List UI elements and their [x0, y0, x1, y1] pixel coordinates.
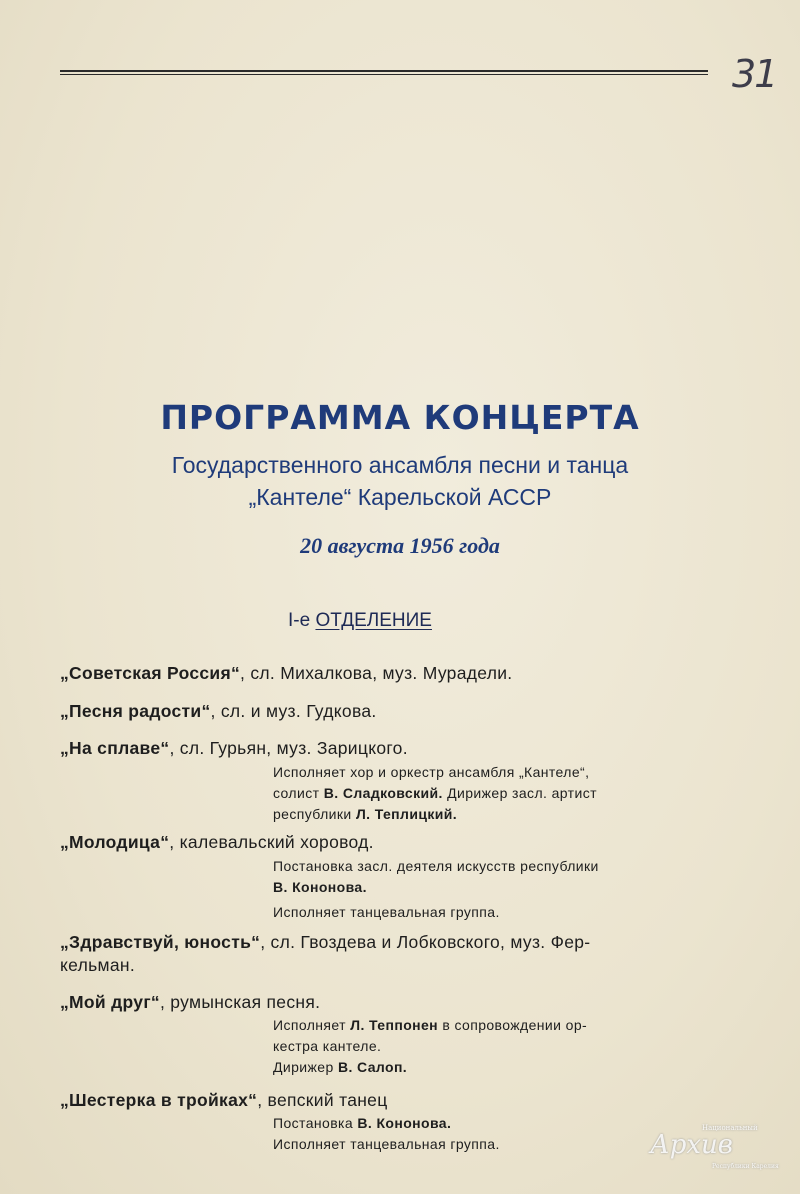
section-prefix: I-е: [288, 610, 311, 631]
conductor-name: Л. Теплицкий.: [355, 806, 458, 822]
program-item: [60, 700, 720, 723]
item-details: [273, 1113, 708, 1155]
item-credits: , калевальский хоровод.: [169, 832, 374, 852]
ensemble-name: „Кантеле“ Карельской АССР: [248, 484, 552, 510]
item-credits-cont: кельман.: [60, 955, 136, 975]
handwritten-page-number: 31: [732, 52, 777, 96]
item-title: „На сплаве“: [60, 738, 170, 758]
item-credits: , сл. и муз. Гудкова.: [210, 701, 377, 721]
item-title: „Шестерка в тройках“: [60, 1090, 258, 1110]
program-item: [60, 831, 720, 854]
detail-line: Постановка В. Кононова.: [273, 1115, 452, 1131]
detail-line: Исполняет Л. Теппонен в сопровождении ор-: [273, 1017, 588, 1033]
section-name: ОТДЕЛЕНИЕ: [315, 610, 432, 631]
item-credits: , сл. Михалкова, муз. Мурадели.: [240, 663, 513, 683]
item-credits: , румынская песня.: [159, 992, 321, 1012]
item-details: [273, 762, 708, 825]
item-title: „Здравствуй, юность“: [60, 932, 261, 952]
conductor-name: В. Салоп.: [337, 1059, 408, 1075]
concert-date: 20 августа 1956 года: [300, 533, 500, 558]
detail-line: [273, 877, 708, 898]
detail-line: Постановка засл. деятеля искусств республики: [273, 858, 599, 874]
item-details: [273, 856, 708, 923]
item-credits: , вепский танец: [257, 1090, 388, 1110]
soloist-name: В. Сладковский.: [323, 785, 443, 801]
detail-line: Дирижер В. Салоп.: [273, 1059, 408, 1075]
detail-line: Исполняет хор и оркестр ансамбля „Кантеле“,: [273, 764, 590, 780]
top-rule: [60, 70, 708, 75]
item-title: „Молодица“: [60, 832, 170, 852]
program-item: [60, 991, 720, 1014]
section-heading: [288, 610, 432, 632]
item-credits: , сл. Гвоздева и Лобковского, муз. Фер-: [260, 932, 591, 952]
detail-line: Исполняет танцевальная группа.: [273, 1136, 500, 1152]
choreographer-name: В. Кононова.: [357, 1115, 452, 1131]
item-title: „Песня радости“: [60, 701, 211, 721]
detail-line: солист В. Сладковский. Дирижер засл. артист: [273, 785, 597, 801]
choreographer-name: В. Кононова.: [273, 879, 367, 895]
detail-line: республики Л. Теплицкий.: [273, 806, 458, 822]
detail-line: кестра кантеле.: [273, 1038, 382, 1054]
item-credits: , сл. Гурьян, муз. Зарицкого.: [169, 738, 408, 758]
program-item: [60, 662, 720, 685]
archive-watermark: Национальный Архив Республики Карелия: [650, 1124, 779, 1170]
program-title: ПРОГРАММА КОНЦЕРТА: [160, 398, 640, 437]
item-title: „Мой друг“: [60, 992, 160, 1012]
program-item: [60, 737, 720, 760]
detail-line: Исполняет танцевальная группа.: [273, 904, 500, 920]
ensemble-subtitle: Государственного ансамбля песни и танца: [171, 452, 629, 478]
item-title: „Советская Россия“: [60, 663, 241, 683]
program-item: [60, 931, 720, 977]
item-details: [273, 1015, 708, 1078]
program-item: [60, 1089, 720, 1112]
performer-name: Л. Теппонен: [350, 1017, 439, 1033]
